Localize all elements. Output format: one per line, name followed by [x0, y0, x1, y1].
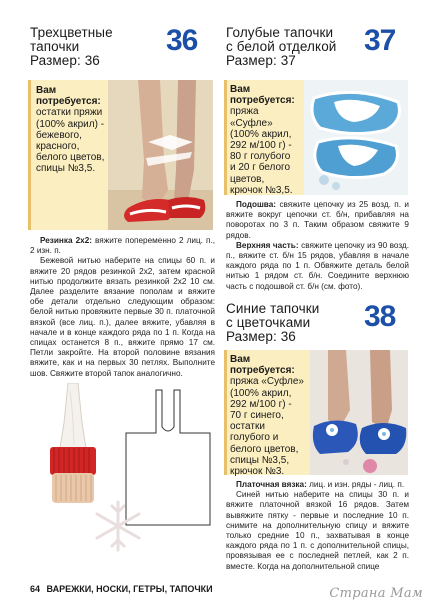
model37-sole-text: свяжите цепочку из 25 возд. п. и вяжите вокруг цепочки ст. б/н, прибавляя на поворотах по 3 п. Таким образом свяжите 9 рядов.: [226, 200, 410, 240]
model36-number: 36: [166, 24, 198, 57]
slippers-photo-38: [310, 350, 408, 475]
model37-needs-line: «Суфле»: [230, 117, 273, 129]
model37-needs-line: крючок №3,5.: [230, 184, 293, 196]
model36-instructions: [30, 236, 215, 379]
model38-instructions: [226, 480, 409, 572]
model37-needs-line: 292 м/100 г) -: [230, 140, 292, 152]
model37-needs-head: Вам потребуется:: [230, 84, 295, 107]
model37-upper-paragraph: [226, 241, 409, 292]
model38-needs-line: остатки: [230, 421, 265, 433]
model37-title-line1: Голубые тапочки: [226, 25, 334, 40]
model36-rib-label: Резинка 2х2:: [40, 236, 92, 245]
model38-needs-text: [230, 354, 316, 477]
model37-needs-line: (100% акрил,: [230, 128, 292, 140]
model38-garter-text: лиц. и изн. ряды - лиц. п.: [309, 480, 405, 489]
model37-size: Размер: 37: [226, 53, 296, 68]
model36-needs-head: Вам потребуется:: [36, 85, 101, 108]
model37-number: 37: [364, 24, 396, 57]
model36-paragraph: Бежевой нитью наберите на спицы 60 п. и вяжите 20 рядов резинкой 2х2, затем красной нитью продолжите вязать резинкой 2х2 10 см. Далее разделите вязание пополам и вяжите обе детали отдельно следующим образом: белой нитью провяжите первые 30 п. платочной вязкой (все лиц. п.), далее вяжите, убавляя в начале и в конце каждого ряда по 1 п. Когда на спицах останется 8 п., вяжите прямо 17 см. Петли закройте. На второй половине вязания вяжите, как и на первых 30 петлях. Выполните шов. Свяжите второй тапок аналогично.: [30, 256, 215, 378]
model36-needs-line: остатки пряжи: [36, 107, 103, 119]
model36-title: [30, 26, 170, 68]
model38-needs-line: голубого и: [230, 432, 279, 444]
model38-photo: [310, 350, 408, 475]
model37-upper-text: свяжите цепочку из 90 возд. п., вяжите ст. б/н 15 рядов, убавляя в начале каждого ряда по 1 п. Обвяжите деталь белой нитью 1 рядом ст. б/н. Соедините верхнюю часть с подошвой ст. б/н (см. фото).: [226, 240, 409, 291]
model37-needs-line: и 20 г белого: [230, 162, 291, 174]
model37-needs-line: пряжа: [230, 106, 259, 118]
model37-needs-line: 80 г голубого: [230, 151, 291, 163]
model37-sole-label: Подошва:: [236, 200, 277, 209]
watermark-logo: Страна Мам: [329, 586, 423, 601]
model38-garter-paragraph: [226, 480, 409, 490]
model36-title-line2: тапочки: [30, 39, 80, 54]
model36-needs-line: бежевого,: [36, 129, 82, 141]
model37-needs-line: цветов,: [230, 173, 265, 185]
model38-garter-label: Платочная вязка:: [236, 480, 307, 489]
model37-photo: [304, 80, 408, 195]
model38-size: Размер: 36: [226, 329, 296, 344]
snowflake-decoration: [90, 498, 146, 554]
model37-needs-text: [230, 84, 314, 196]
model38-needs-line: спицы №3,5,: [230, 454, 290, 466]
model37-upper-label: Верхняя часть:: [236, 240, 299, 250]
page-footer: [30, 584, 213, 594]
model36-needs-text: [36, 85, 116, 175]
model38-paragraph: Синей нитью наберите на спицы 30 п. и вяжите платочной вязкой 16 рядов. Затем вывяжите пятку - первые и последние 10 п. снимите на дополнительную спицу и вяжите только средние 10 п., захватывая в конце каждого ряда по 1 п. с дополнительной спицы, провязывая ее с последней петлей, как 2 п. вместе. Когда на дополнительной спице: [226, 490, 409, 571]
section-title: ВАРЕЖКИ, НОСКИ, ГЕТРЫ, ТАПОЧКИ: [46, 584, 213, 594]
page-number: 64: [30, 584, 41, 594]
model37-instructions: [226, 200, 409, 292]
model38-needs-line: 70 г синего,: [230, 410, 284, 422]
snowflake-icon: [90, 498, 146, 554]
model36-rib-text: вяжите попеременно 2 лиц. п., 2 изн. п.: [30, 236, 215, 256]
model36-needs-line: спицы №3,5.: [36, 163, 96, 175]
model36-needs-line: красного,: [36, 141, 80, 153]
model37-title-line2: с белой отделкой: [226, 39, 337, 54]
model38-number: 38: [364, 300, 396, 333]
model38-needs-line: крючок №3.: [230, 466, 285, 478]
model38-title-line1: Синие тапочки: [226, 301, 320, 316]
model36-photo: [108, 80, 213, 230]
model38-needs-line: (100% акрил,: [230, 387, 292, 399]
model36-size: Размер: 36: [30, 53, 100, 68]
model38-needs-line: белого цветов,: [230, 443, 299, 455]
model36-needs-line: белого цветов,: [36, 152, 105, 164]
slippers-photo-37: [304, 80, 408, 195]
model36-title-line1: Трехцветные: [30, 25, 113, 40]
slippers-photo-36: [108, 80, 213, 230]
model37-sole-paragraph: [226, 200, 409, 241]
model38-title: [226, 302, 366, 344]
model38-title-line2: с цветочками: [226, 315, 311, 330]
model38-needs-line: пряжа «Суфле»: [230, 376, 304, 388]
model36-needs-line: (100% акрил) -: [36, 118, 105, 130]
model37-title: [226, 26, 366, 68]
model38-needs-line: 292 м/100 г) -: [230, 398, 292, 410]
model36-rib-paragraph: [30, 236, 215, 256]
model38-needs-head: Вам потребуется:: [230, 354, 295, 377]
